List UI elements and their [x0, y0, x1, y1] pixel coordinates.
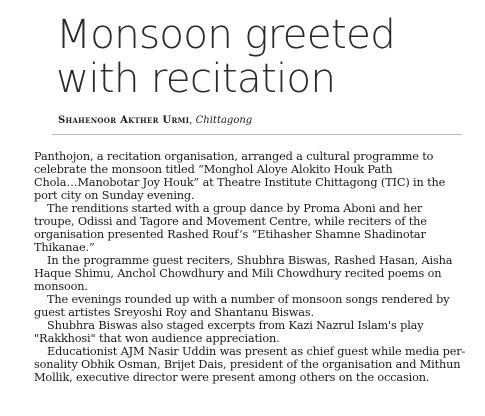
article-line: Thikanae.” [34, 241, 95, 254]
article-line: "Rakkhosi" that won audience appreciation. [34, 332, 280, 345]
article-line: Educationist AJM Nasir Uddin was present as chief guest while media per- [47, 345, 466, 358]
article-line: port city on Sunday evening. [34, 189, 195, 202]
article-line: troupe, Odissi and Tagore and Movement Centre, while reciters of the [34, 215, 427, 228]
article-line: The evenings rounded up with a number of monsoon songs rendered by [47, 293, 450, 306]
article-line: In the programme guest reciters, Shubhra Biswas, Rashed Hasan, Aisha [47, 254, 453, 267]
headline-line-2: with recitation [56, 54, 336, 102]
article-line: monsoon. [34, 280, 88, 293]
article-line: Haque Shimu, Anchol Chowdhury and Mili Chowdhury recited poems on [34, 267, 442, 280]
article-line: Mollik, executive director were present among others on the occasion. [34, 371, 430, 384]
byline-place: Chittagong [195, 115, 253, 126]
article-line: Chola…Manobotar Joy Houk” at Theatre Institute Chittagong (TIC) in the [34, 176, 446, 189]
article-line: sonality Obhik Osman, Brijet Dais, president of the organisation and Mithun [34, 358, 461, 371]
byline [58, 115, 252, 126]
article-line: Panthojon, a recitation organisation, arranged a cultural programme to [34, 150, 434, 163]
byline-author: Shahenoor Akther Urmi [58, 115, 190, 126]
headline-line-1: Monsoon greeted [56, 10, 395, 58]
article-line: The renditions started with a group dance by Proma Aboni and her [47, 202, 423, 215]
article-line: celebrate the monsoon titled “Monghol Aloye Alokito Houk Path [34, 163, 393, 176]
byline-separator: , [189, 115, 196, 126]
article-line: organisation presented Rashed Rouf’s “Etihasher Shamne Shadinotar [34, 228, 426, 241]
article-line: Shubhra Biswas also staged excerpts from Kazi Nazrul Islam's play [47, 319, 424, 332]
article-line: guest artistes Sreyoshi Roy and Shantanu Biswas. [34, 306, 314, 319]
article-body [34, 150, 478, 384]
byline-divider [52, 134, 462, 135]
headline [56, 12, 476, 100]
